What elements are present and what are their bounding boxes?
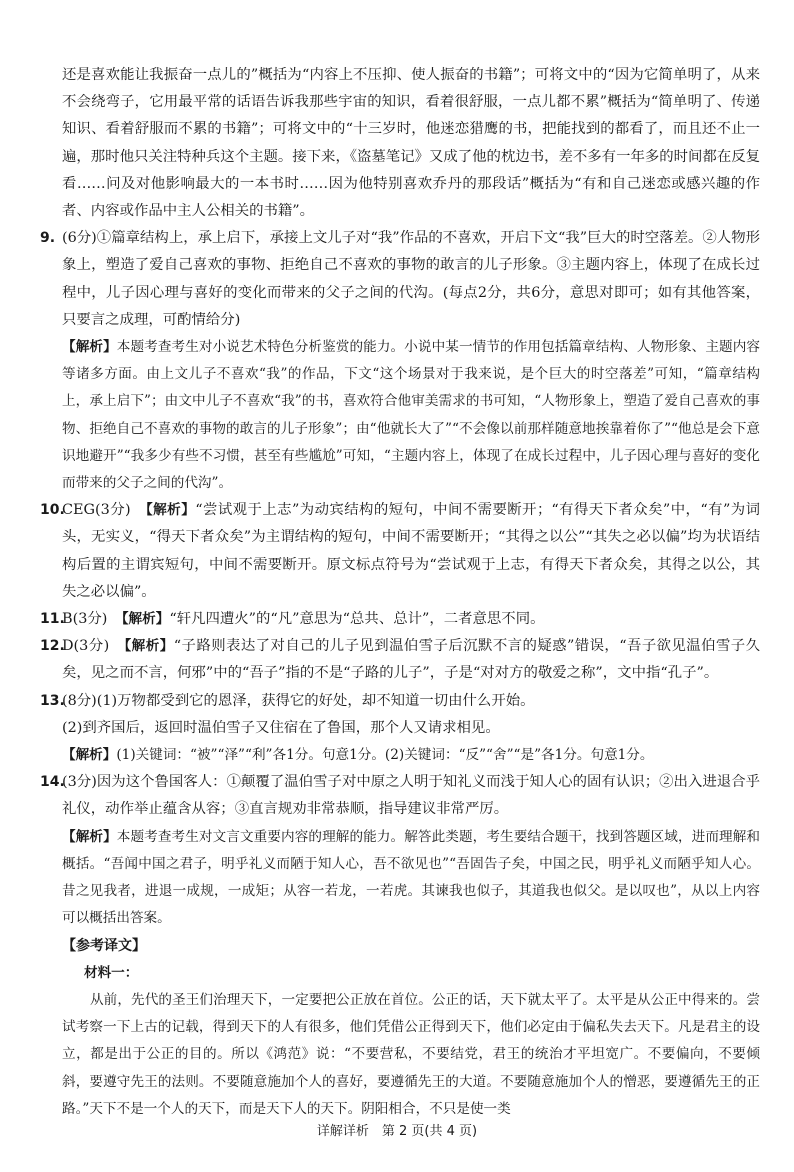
analysis-tag: 【解析】 [124,638,174,655]
q13-analysis [40,742,760,769]
q10-answer: CEG(3分) [62,502,131,519]
q9-analysis [40,334,760,497]
analysis-tag: 【解析】 [62,747,117,764]
q11-answer-line [62,606,760,633]
q14-analysis [40,824,760,933]
q13-answer-2: (2)到齐国后，返回时温伯雪子又住宿在了鲁国，那个人又请求相见。 [62,719,500,736]
analysis-tag: 【解析】 [62,339,117,356]
analysis-text: 本题考查考生对文言文重要内容的理解的能力。解答此类题，考生要结合题干，找到答题区域，进而理解和概括。“吾闻中国之君子，明乎礼义而陋于知人心，吾不欲见也”“吾固告子矣，中国之民，明乎礼义而陋乎知人心。昔之见我者，进退一成规，一成矩；从容一若龙，一若虎。其谏我也似子，其道我也似父。是以叹也”，从以上内容可以概括出答案。 [62,828,761,927]
analysis-text: 本题考查考生对小说艺术特色分析鉴赏的能力。小说中某一情节的作用包括篇章结构、人物形象、主题内容等诸多方面。由上文儿子不喜欢“我”的作品，下文“这个场景对于我来说，是个巨大的时空落差”可知，“篇章结构上，承上启下”；由文中儿子不喜欢“我”的书，喜欢符合他审美需求的书可知，“人物形象上，塑造了爱自己喜欢的事物、拒绝自己不喜欢的事物的敢言的儿子形象”；由“他就长大了”“不会像以前那样随意地挨靠着你了”“他总是会下意识地避开”“我多少有些不习惯，甚至有些尴尬”可知，“主题内容上，体现了在成长过程中，儿子因心理与喜好的变化而带来的父子之间的代沟”。 [62,339,761,492]
question-number: 9. [40,230,56,247]
analysis-text: (1)关键词：“被”“泽”“利”各1分。句意1分。(2)关键词：“反”“舍”“是”各1分。句意1分。 [116,747,654,764]
question-number: 13. [40,692,65,709]
answer-content [40,62,760,1123]
q13-answer-1: (8分)(1)万物都受到它的恩泽，获得它的好处，却不知道一切由什么开始。 [62,692,535,709]
question-number: 12. [40,638,65,655]
q14-answer: (3分)因为这个鲁国客人：①颠覆了温伯雪子对中原之人明于知礼义而浅于知人心的固有认识；②出入进退合乎礼仪，动作举止蕴含从容；③直言规劝非常恭顺，指导建议非常严厉。 [62,774,760,818]
question-number: 14. [40,774,65,791]
q10-answer-line [62,497,760,606]
question-13 [40,688,760,715]
question-9 [40,225,760,334]
analysis-text: “轩凡四遭火”的“凡”意思为“总共、总计”，二者意思不同。 [169,611,545,628]
q8-continuation: 还是喜欢能让我振奋一点儿的”概括为“内容上不压抑、使人振奋的书籍”；可将文中的“因为它简单明了，从来不会绕弯子，它用最平常的话语告诉我那些宇宙的知识，看着很舒服，一点儿都不累”概括为“简单明了、传递知识、看着舒服而不累的书籍”；可将文中的“十三岁时，他迷恋猎鹰的书，把能找到的都看了，而且还不止一遍，那时他只关注特种兵这个主题。接下来，《盗墓笔记》又成了他的枕边书，差不多有一年多的时间都在反复看……问及对他影响最大的一本书时……因为他特别喜欢乔丹的那段话”概括为“有和自己迷恋或感兴趣的作者、内容或作品中主人公相关的书籍”。 [62,67,760,220]
question-number: 11. [40,611,65,628]
analysis-text: “子路则表达了对自己的儿子见到温伯雪子后沉默不言的疑惑”错误，“吾子欲见温伯雪子久矣，见之而不言，何邪”中的“吾子”指的不是“子路的儿子”，子是“对对方的敬爱之称”，文中指“孔子”。 [62,638,760,682]
question-14 [40,769,760,823]
q12-answer: D(3分) [62,638,110,655]
question-number: 10. [40,502,65,519]
q11-answer: B(3分) [62,611,108,628]
analysis-tag: 【解析】 [62,828,117,845]
q9-answer: (6分)①篇章结构上，承上启下，承接上文儿子对“我”作品的不喜欢，开启下文“我”巨大的时空落差。②人物形象上，塑造了爱自己喜欢的事物、拒绝自己不喜欢的事物的敢言的儿子形象。③主题内容上，体现了在成长过程中，儿子因心理与喜好的变化而带来的父子之间的代沟。(每点2分，共6分，意思对即可；如有其他答案，只要言之成理，可酌情给分) [62,230,760,328]
reference-translation-title: 【参考译文】 [62,937,146,954]
question-12 [40,633,760,687]
analysis-tag: 【解析】 [121,611,170,628]
analysis-text: “尝试观于上志”为动宾结构的短句，中间不需要断开；“有得天下者众矣”中，“有”为词头，无实义，“得天下者众矣”为主谓结构的短句，中间不需要断开；“其得之以公”“其失之必以偏”均为状语结构后置的主谓宾短句，中间不需要断开。原文标点符号为“尝试观于上志，有得天下者众矣，其得之以公，其失之必以偏”。 [62,502,760,600]
analysis-tag: 【解析】 [145,502,196,519]
question-10 [40,497,760,606]
question-11 [40,606,760,633]
material-1-title: 材料一： [84,964,139,981]
q12-answer-line [62,633,760,687]
translation-text: 从前，先代的圣王们治理天下，一定要把公正放在首位。公正的话，天下就太平了。太平是从公正中得来的。尝试考察一下上古的记载，得到天下的人有很多，他们凭借公正得到天下，他们必定由于偏私失去天下。凡是君主的设立，都是出于公正的目的。所以《鸿范》说：“不要营私，不要结党，君王的统治才平坦宽广。不要偏向，不要倾斜，要遵守先王的法则。不要随意施加个人的喜好，要遵循先王的大道。不要随意施加个人的憎恶，要遵循先王的正路。”天下不是一个人的天下，而是天下人的天下。阴阳相合，不只是使一类 [62,991,760,1117]
page-footer: 详解详析 第 2 页(共 4 页) [316,1124,478,1139]
